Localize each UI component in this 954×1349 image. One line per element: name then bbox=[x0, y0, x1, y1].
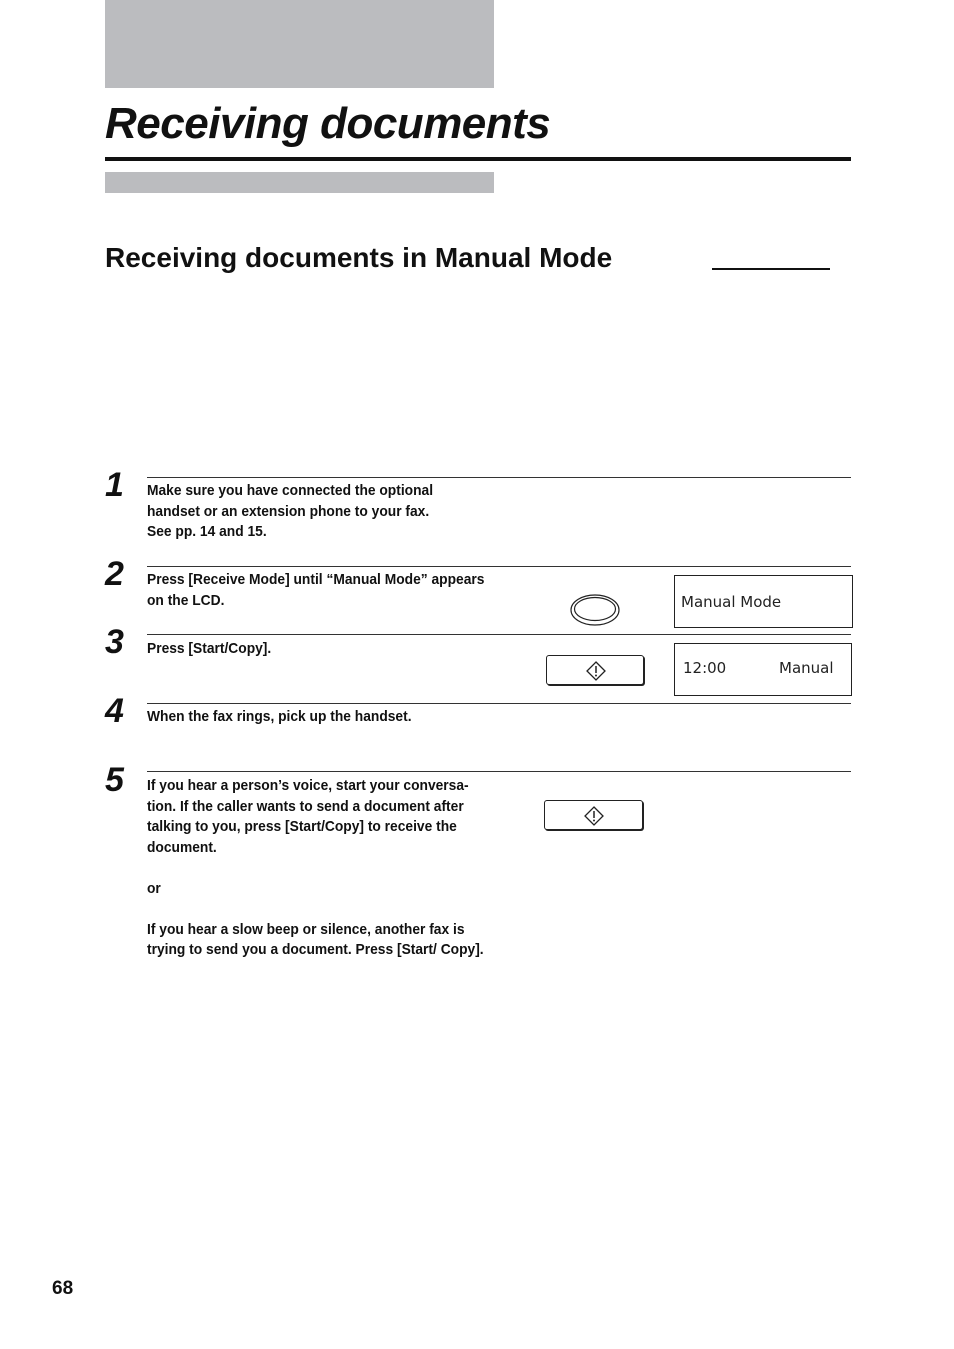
section-underline bbox=[712, 268, 830, 270]
lcd-text: Manual Mode bbox=[681, 593, 782, 611]
start-diamond-icon bbox=[584, 806, 604, 826]
page-title: Receiving documents bbox=[105, 99, 551, 148]
step-5-line: If you hear a person’s voice, start your conversa-tion. If the caller wants to send a document after talking to you, press [Start/Copy] to receive the document. bbox=[147, 777, 469, 856]
oval-button-icon bbox=[569, 593, 621, 627]
start-diamond-icon bbox=[586, 661, 606, 681]
lcd-display-manual-mode bbox=[674, 575, 853, 628]
step-1-line: Make sure you have connected the optional handset or an extension phone to your fax. bbox=[147, 482, 434, 520]
title-rule bbox=[105, 157, 851, 161]
step-5-text bbox=[147, 776, 489, 961]
step-5-line: If you hear a slow beep or silence, another fax is trying to send you a document. Press [Start/ Copy]. bbox=[147, 920, 484, 958]
step-4-number: 4 bbox=[105, 692, 124, 730]
step-1-text bbox=[147, 481, 489, 543]
step-4-rule bbox=[147, 703, 851, 704]
start-copy-button bbox=[546, 655, 644, 685]
step-4-line: When the fax rings, pick up the handset. bbox=[147, 708, 412, 725]
lcd-time: 12:00 bbox=[683, 659, 727, 677]
section-title: Receiving documents in Manual Mode bbox=[105, 242, 613, 273]
header-gray-block bbox=[105, 0, 494, 88]
step-3-number: 3 bbox=[105, 623, 124, 661]
step-5-number: 5 bbox=[105, 761, 124, 799]
step-2-rule bbox=[147, 566, 851, 567]
lcd-display-time-manual bbox=[674, 643, 852, 696]
step-2-line: Press [Receive Mode] until “Manual Mode” appears on the LCD. bbox=[147, 571, 485, 609]
step-1-number: 1 bbox=[105, 466, 124, 504]
step-1-line: See pp. 14 and 15. bbox=[147, 523, 267, 540]
step-3-line: Press [Start/Copy]. bbox=[147, 640, 272, 657]
lcd-mode: Manual bbox=[779, 659, 834, 677]
step-2-text bbox=[147, 570, 489, 611]
start-copy-button bbox=[544, 800, 643, 830]
step-3-text bbox=[147, 639, 489, 660]
page-number: 68 bbox=[52, 1278, 74, 1299]
step-5-rule bbox=[147, 771, 851, 772]
step-5-line: or bbox=[147, 879, 161, 897]
step-2-number: 2 bbox=[105, 555, 124, 593]
gray-bar bbox=[105, 172, 494, 193]
step-1-rule bbox=[147, 477, 851, 478]
step-4-text bbox=[147, 707, 489, 728]
step-3-rule bbox=[147, 634, 851, 635]
